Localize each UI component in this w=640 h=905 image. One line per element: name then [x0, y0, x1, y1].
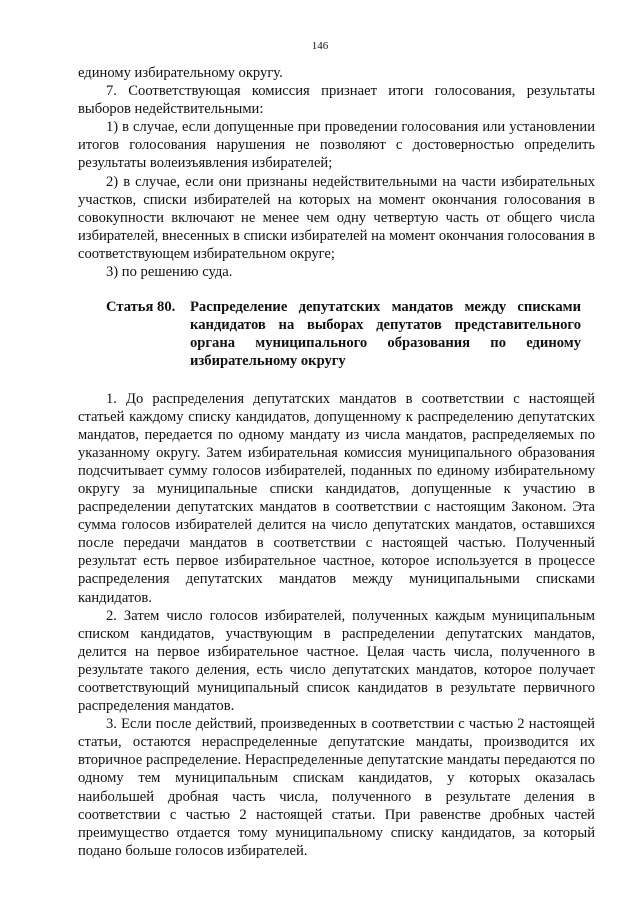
article-heading [78, 298, 595, 370]
article-paragraph-2: 2. Затем число голосов избирателей, полученных каждым муниципальным списком кандидатов, участвующим в распределении депутатских мандатов, делится на первое избирательное частное. Целая часть числа, полученного в результате такого деления, есть число депутатских мандатов, которое получает соответствующий муниципальный список кандидатов в результате первичного распределения мандатов. [78, 607, 595, 715]
article-title: Распределение депутатских мандатов между списками кандидатов на выборах депутатов представительного органа муниципального образования по единому избирательному округу [190, 299, 581, 370]
page-number: 146 [311, 40, 329, 52]
paragraph-item-7: 7. Соответствующая комиссия признает итоги голосования, результаты выборов недействительными: [78, 83, 595, 118]
paragraph-subitem-2: 2) в случае, если они признаны недействительными на части избирательных участков, списки избирателей на которых на момент окончания голосования в совокупности включают не менее чем одну четвертую часть от общего числа избирателей, внесенных в списки избирателей на момент окончания голосования в соответствующем избирательном округе; [78, 173, 595, 262]
article-paragraph-1: 1. До распределения депутатских мандатов в соответствии с настоящей статьей каждому списку кандидатов, допущенному к распределению депутатских мандатов, передается по одному мандату из числа мандатов, распределяемых по указанному округу. Затем избирательная комиссия муниципального образования подсчитывает сумму голосов избирателей, поданных по единому избирательному округу за муниципальные списки кандидатов, допущенные к участию в распределении депутатских мандатов в соответствии с настоящим Законом. Эта сумма голосов избирателей делится на число депутатских мандатов, оставшихся после передачи мандатов в соответствии с настоящей частью. Полученный результат есть первое избирательное частное, которое используется в процессе распределения депутатских мандатов между муниципальными списками кандидатов. [78, 390, 595, 606]
paragraph-subitem-1: 1) в случае, если допущенные при проведении голосования или установлении итогов голосования нарушения не позволяют с достоверностью определить результаты волеизъявления избирателей; [78, 119, 595, 172]
page-content [78, 64, 595, 860]
paragraph-continuation: единому избирательному округу. [78, 65, 283, 81]
paragraph-subitem-3: 3) по решению суда. [106, 264, 233, 281]
article-number: Статья 80. [106, 299, 176, 316]
article-paragraph-3: 3. Если после действий, произведенных в соответствии с частью 2 настоящей статьи, остаются нераспределенные депутатские мандаты, производится их вторичное распределение. Нераспределенные депутатские мандаты передаются по одному тем муниципальным спискам кандидатов, у которых оказалась наибольшей дробная часть числа, полученного в результате деления в соответствии с частью 2 настоящей статьи. При равенстве дробных частей преимущество отдается тому муниципальному списку кандидатов, за который подано больше голосов избирателей. [78, 716, 595, 859]
